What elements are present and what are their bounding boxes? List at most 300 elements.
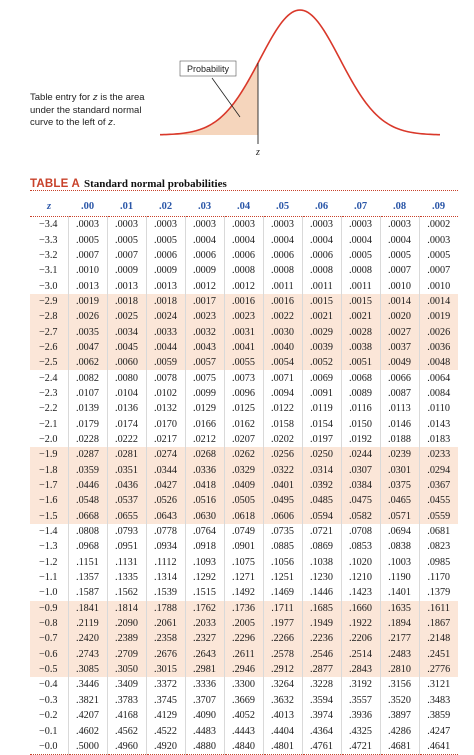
probability-cell: .1492 bbox=[224, 585, 263, 600]
probability-cell: .0143 bbox=[419, 416, 458, 431]
probability-cell: .4483 bbox=[185, 723, 224, 738]
probability-cell: .3632 bbox=[263, 693, 302, 708]
z-value-cell: −1.4 bbox=[39, 526, 58, 538]
probability-cell: .0030 bbox=[263, 324, 302, 339]
column-header: .07 bbox=[341, 196, 380, 217]
probability-cell: .1562 bbox=[107, 585, 146, 600]
z-value-cell: −0.6 bbox=[30, 647, 68, 662]
probability-cell: .0455 bbox=[419, 493, 458, 508]
probability-cell: .0594 bbox=[302, 509, 341, 524]
probability-cell: .1093 bbox=[185, 555, 224, 570]
probability-cell: .0344 bbox=[146, 463, 185, 478]
probability-cell: .4681 bbox=[380, 739, 419, 755]
probability-cell: .0075 bbox=[185, 370, 224, 385]
probability-cell: .0392 bbox=[302, 478, 341, 493]
table-row bbox=[30, 278, 458, 293]
table-row bbox=[30, 294, 458, 309]
z-value-cell: −1.5 bbox=[30, 509, 68, 524]
probability-cell: .0032 bbox=[185, 324, 224, 339]
z-value-cell: −2.9 bbox=[30, 294, 68, 309]
probability-cell: .0336 bbox=[185, 463, 224, 478]
probability-cell: .2296 bbox=[224, 631, 263, 646]
probability-cell: .1056 bbox=[263, 555, 302, 570]
normal-curve-figure bbox=[0, 0, 474, 172]
probability-cell: .2810 bbox=[380, 662, 419, 677]
probability-cell: .3372 bbox=[146, 677, 185, 692]
probability-cell: .0401 bbox=[263, 478, 302, 493]
probability-cell: .3300 bbox=[224, 677, 263, 692]
probability-cell: .0102 bbox=[146, 386, 185, 401]
z-value-cell: −0.1 bbox=[39, 725, 58, 737]
probability-cell: .2005 bbox=[224, 616, 263, 631]
probability-cell: .0005 bbox=[146, 232, 185, 247]
probability-cell: .0322 bbox=[263, 463, 302, 478]
z-value-cell: −2.7 bbox=[30, 324, 68, 339]
z-value-cell: −3.3 bbox=[39, 234, 58, 246]
probability-cell: .0015 bbox=[341, 294, 380, 309]
probability-cell: .1112 bbox=[146, 555, 185, 570]
probability-cell: .2676 bbox=[146, 647, 185, 662]
probability-cell: .0078 bbox=[146, 370, 185, 385]
probability-cell: .4562 bbox=[107, 723, 146, 738]
probability-cell: .0011 bbox=[302, 278, 341, 293]
probability-cell: .0013 bbox=[146, 278, 185, 293]
probability-cell: .0436 bbox=[107, 478, 146, 493]
probability-cell: .0158 bbox=[263, 416, 302, 431]
probability-cell: .0427 bbox=[146, 478, 185, 493]
probability-cell: .0045 bbox=[107, 340, 146, 355]
probability-cell: .0039 bbox=[302, 340, 341, 355]
probability-cell: .0179 bbox=[68, 416, 107, 431]
probability-cell: .0010 bbox=[68, 263, 107, 278]
table-row bbox=[30, 693, 458, 708]
probability-cell: .3336 bbox=[185, 677, 224, 692]
probability-cell: .1539 bbox=[146, 585, 185, 600]
probability-cell: .3669 bbox=[224, 693, 263, 708]
probability-cell: .0007 bbox=[68, 248, 107, 263]
probability-cell: .4052 bbox=[224, 708, 263, 723]
probability-cell: .0446 bbox=[68, 478, 107, 493]
probability-cell: .0055 bbox=[224, 355, 263, 370]
probability-cell: .2148 bbox=[419, 631, 458, 646]
probability-cell: .0174 bbox=[107, 416, 146, 431]
probability-cell: .1587 bbox=[68, 585, 107, 600]
z-value-cell: −0.3 bbox=[39, 694, 58, 706]
probability-cell: .0027 bbox=[380, 324, 419, 339]
probability-cell: .0040 bbox=[263, 340, 302, 355]
probability-cell: .0028 bbox=[341, 324, 380, 339]
probability-cell: .0019 bbox=[419, 309, 458, 324]
z-value-cell: −1.2 bbox=[39, 556, 58, 568]
probability-cell: .0004 bbox=[341, 232, 380, 247]
probability-cell: .1151 bbox=[68, 555, 107, 570]
probability-cell: .0003 bbox=[224, 217, 263, 233]
probability-cell: .0089 bbox=[341, 386, 380, 401]
probability-cell: .0009 bbox=[107, 263, 146, 278]
probability-cell: .0154 bbox=[302, 416, 341, 431]
probability-cell: .4207 bbox=[68, 708, 107, 723]
probability-cell: .0026 bbox=[419, 324, 458, 339]
probability-cell: .0262 bbox=[224, 447, 263, 462]
probability-cell: .0057 bbox=[185, 355, 224, 370]
probability-cell: .3483 bbox=[419, 693, 458, 708]
probability-cell: .1841 bbox=[68, 601, 107, 616]
probability-cell: .0125 bbox=[224, 401, 263, 416]
probability-cell: .0003 bbox=[263, 217, 302, 233]
probability-cell: .4129 bbox=[146, 708, 185, 723]
normal-curve-illustration bbox=[0, 0, 474, 172]
probability-cell: .4920 bbox=[146, 739, 185, 755]
probability-cell: .0132 bbox=[146, 401, 185, 416]
probability-cell: .3707 bbox=[185, 693, 224, 708]
probability-cell: .3557 bbox=[341, 693, 380, 708]
probability-cell: .3783 bbox=[107, 693, 146, 708]
probability-cell: .0233 bbox=[419, 447, 458, 462]
probability-cell: .0087 bbox=[380, 386, 419, 401]
table-row bbox=[30, 723, 458, 738]
probability-cell: .5000 bbox=[68, 739, 107, 755]
probability-cell: .4522 bbox=[146, 723, 185, 738]
probability-cell: .0918 bbox=[185, 539, 224, 554]
probability-cell: .0668 bbox=[68, 509, 107, 524]
probability-cell: .0019 bbox=[68, 294, 107, 309]
probability-cell: .0630 bbox=[185, 509, 224, 524]
probability-cell: .0073 bbox=[224, 370, 263, 385]
table-label: TABLE A bbox=[30, 178, 80, 190]
probability-cell: .1949 bbox=[302, 616, 341, 631]
probability-cell: .0026 bbox=[68, 309, 107, 324]
probability-cell: .3897 bbox=[380, 708, 419, 723]
probability-cell: .2451 bbox=[419, 647, 458, 662]
probability-cell: .0228 bbox=[68, 432, 107, 447]
z-axis-label: z bbox=[256, 147, 260, 158]
probability-cell: .0049 bbox=[380, 355, 419, 370]
z-value-cell: −2.8 bbox=[30, 309, 68, 324]
z-value-cell: −0.7 bbox=[30, 631, 68, 646]
probability-cell: .0052 bbox=[302, 355, 341, 370]
table-row bbox=[30, 463, 458, 478]
table-row bbox=[30, 585, 458, 600]
probability-cell: .0038 bbox=[341, 340, 380, 355]
z-value-cell: −0.8 bbox=[30, 616, 68, 631]
probability-cell: .0007 bbox=[419, 263, 458, 278]
probability-cell: .1271 bbox=[224, 570, 263, 585]
probability-cell: .2776 bbox=[419, 662, 458, 677]
probability-cell: .1335 bbox=[107, 570, 146, 585]
z-column-header: z bbox=[30, 196, 68, 217]
probability-cell: .0068 bbox=[341, 370, 380, 385]
probability-cell: .0010 bbox=[380, 278, 419, 293]
probability-cell: .1922 bbox=[341, 616, 380, 631]
probability-cell: .2709 bbox=[107, 647, 146, 662]
probability-cell: .0694 bbox=[380, 524, 419, 539]
probability-cell: .2912 bbox=[263, 662, 302, 677]
probability-cell: .0301 bbox=[380, 463, 419, 478]
probability-cell: .1170 bbox=[419, 570, 458, 585]
probability-cell: .4404 bbox=[263, 723, 302, 738]
probability-cell: .4960 bbox=[107, 739, 146, 755]
probability-cell: .0004 bbox=[263, 232, 302, 247]
probability-cell: .0003 bbox=[341, 217, 380, 233]
probability-cell: .2206 bbox=[341, 631, 380, 646]
probability-cell: .0008 bbox=[263, 263, 302, 278]
probability-cell: .0003 bbox=[107, 217, 146, 233]
table-row bbox=[30, 416, 458, 431]
probability-cell: .0749 bbox=[224, 524, 263, 539]
probability-cell: .0007 bbox=[380, 263, 419, 278]
probability-cell: .4443 bbox=[224, 723, 263, 738]
probability-cell: .0170 bbox=[146, 416, 185, 431]
probability-cell: .0217 bbox=[146, 432, 185, 447]
probability-cell: .0047 bbox=[68, 340, 107, 355]
probability-cell: .4840 bbox=[224, 739, 263, 755]
table-row bbox=[30, 248, 458, 263]
probability-cell: .1357 bbox=[68, 570, 107, 585]
probability-cell: .0080 bbox=[107, 370, 146, 385]
z-value-cell: −2.2 bbox=[39, 403, 58, 415]
probability-cell: .0003 bbox=[380, 217, 419, 233]
probability-cell: .0294 bbox=[419, 463, 458, 478]
probability-cell: .0197 bbox=[302, 432, 341, 447]
probability-cell: .0094 bbox=[263, 386, 302, 401]
probability-cell: .0162 bbox=[224, 416, 263, 431]
table-row bbox=[30, 509, 458, 524]
probability-cell: .0034 bbox=[107, 324, 146, 339]
table-row bbox=[30, 708, 458, 723]
probability-cell: .0375 bbox=[380, 478, 419, 493]
probability-cell: .0643 bbox=[146, 509, 185, 524]
probability-cell: .0041 bbox=[224, 340, 263, 355]
column-header: .01 bbox=[107, 196, 146, 217]
probability-cell: .0004 bbox=[380, 232, 419, 247]
probability-cell: .1131 bbox=[107, 555, 146, 570]
figure-caption: Table entry for z is the area under the standard normal curve to the left of z. bbox=[30, 92, 145, 128]
probability-cell: .0107 bbox=[68, 386, 107, 401]
probability-cell: .0010 bbox=[419, 278, 458, 293]
probability-cell: .3974 bbox=[302, 708, 341, 723]
z-value-cell: −2.1 bbox=[39, 418, 58, 430]
probability-pointer bbox=[212, 78, 240, 117]
probability-cell: .0084 bbox=[419, 386, 458, 401]
probability-cell: .2420 bbox=[68, 631, 107, 646]
probability-cell: .0985 bbox=[419, 555, 458, 570]
table-row bbox=[30, 217, 458, 233]
probability-cell: .0024 bbox=[146, 309, 185, 324]
probability-cell: .2236 bbox=[302, 631, 341, 646]
probability-cell: .0033 bbox=[146, 324, 185, 339]
probability-cell: .0150 bbox=[341, 416, 380, 431]
probability-cell: .0014 bbox=[419, 294, 458, 309]
probability-cell: .0023 bbox=[185, 309, 224, 324]
probability-cell: .1314 bbox=[146, 570, 185, 585]
probability-cell: .4602 bbox=[68, 723, 107, 738]
probability-cell: .0022 bbox=[263, 309, 302, 324]
probability-cell: .3821 bbox=[68, 693, 107, 708]
probability-cell: .1685 bbox=[302, 601, 341, 616]
probability-cell: .0002 bbox=[419, 217, 458, 233]
probability-cell: .3409 bbox=[107, 677, 146, 692]
column-header: .05 bbox=[263, 196, 302, 217]
probability-cell: .0212 bbox=[185, 432, 224, 447]
probability-cell: .3085 bbox=[68, 662, 107, 677]
probability-cell: .0066 bbox=[380, 370, 419, 385]
probability-cell: .1788 bbox=[146, 601, 185, 616]
probability-cell: .0069 bbox=[302, 370, 341, 385]
probability-cell: .2327 bbox=[185, 631, 224, 646]
probability-cell: .2358 bbox=[146, 631, 185, 646]
probability-cell: .3156 bbox=[380, 677, 419, 692]
probability-cell: .0037 bbox=[380, 340, 419, 355]
probability-cell: .3264 bbox=[263, 677, 302, 692]
probability-cell: .0018 bbox=[146, 294, 185, 309]
probability-cell: .0495 bbox=[263, 493, 302, 508]
probability-cell: .2177 bbox=[380, 631, 419, 646]
probability-cell: .1762 bbox=[185, 601, 224, 616]
table-row bbox=[30, 432, 458, 447]
probability-cell: .2266 bbox=[263, 631, 302, 646]
probability-cell: .0054 bbox=[263, 355, 302, 370]
column-header: .08 bbox=[380, 196, 419, 217]
probability-cell: .2090 bbox=[107, 616, 146, 631]
probability-cell: .0006 bbox=[146, 248, 185, 263]
probability-cell: .4168 bbox=[107, 708, 146, 723]
probability-cell: .0011 bbox=[341, 278, 380, 293]
probability-cell: .0166 bbox=[185, 416, 224, 431]
probability-cell: .1401 bbox=[380, 585, 419, 600]
probability-cell: .3936 bbox=[341, 708, 380, 723]
z-value-cell: −0.5 bbox=[30, 662, 68, 677]
probability-cell: .0018 bbox=[107, 294, 146, 309]
table-row bbox=[30, 447, 458, 462]
probability-cell: .0465 bbox=[380, 493, 419, 508]
table-row bbox=[30, 677, 458, 692]
table-row bbox=[30, 616, 458, 631]
column-header: .02 bbox=[146, 196, 185, 217]
probability-cell: .0048 bbox=[419, 355, 458, 370]
probability-cell: .4247 bbox=[419, 723, 458, 738]
probability-cell: .0004 bbox=[185, 232, 224, 247]
probability-cell: .0082 bbox=[68, 370, 107, 385]
probability-cell: .0005 bbox=[380, 248, 419, 263]
table-row bbox=[30, 355, 458, 370]
probability-cell: .0016 bbox=[224, 294, 263, 309]
z-value-cell: −1.9 bbox=[30, 447, 68, 462]
table-row bbox=[30, 539, 458, 554]
probability-cell: .0003 bbox=[185, 217, 224, 233]
z-value-cell: −0.2 bbox=[39, 710, 58, 722]
probability-cell: .0934 bbox=[146, 539, 185, 554]
probability-cell: .4325 bbox=[341, 723, 380, 738]
probability-cell: .2578 bbox=[263, 647, 302, 662]
probability-cell: .0005 bbox=[68, 232, 107, 247]
probability-cell: .1660 bbox=[341, 601, 380, 616]
table-row bbox=[30, 631, 458, 646]
table-row bbox=[30, 386, 458, 401]
probability-cell: .0012 bbox=[185, 278, 224, 293]
table-row bbox=[30, 324, 458, 339]
z-value-cell: −2.6 bbox=[30, 340, 68, 355]
probability-cell: .1446 bbox=[302, 585, 341, 600]
probability-cell: .0314 bbox=[302, 463, 341, 478]
probability-cell: .1190 bbox=[380, 570, 419, 585]
probability-cell: .0059 bbox=[146, 355, 185, 370]
z-value-cell: −2.3 bbox=[39, 387, 58, 399]
probability-cell: .0793 bbox=[107, 524, 146, 539]
probability-cell: .0122 bbox=[263, 401, 302, 416]
probability-cell: .0287 bbox=[68, 447, 107, 462]
table-row bbox=[30, 401, 458, 416]
table-header-row bbox=[30, 196, 458, 217]
probability-cell: .0119 bbox=[302, 401, 341, 416]
column-header: .03 bbox=[185, 196, 224, 217]
probability-cell: .0516 bbox=[185, 493, 224, 508]
z-value-cell: −0.0 bbox=[30, 739, 68, 755]
probability-cell: .0183 bbox=[419, 432, 458, 447]
probability-cell: .0006 bbox=[302, 248, 341, 263]
probability-cell: .0571 bbox=[380, 509, 419, 524]
probability-cell: .0012 bbox=[224, 278, 263, 293]
probability-cell: .3520 bbox=[380, 693, 419, 708]
probability-cell: .0968 bbox=[68, 539, 107, 554]
probability-cell: .0025 bbox=[107, 309, 146, 324]
z-value-cell: −0.9 bbox=[30, 601, 68, 616]
probability-cell: .0681 bbox=[419, 524, 458, 539]
probability-cell: .0136 bbox=[107, 401, 146, 416]
z-value-cell: −2.5 bbox=[30, 355, 68, 370]
probability-cell: .0256 bbox=[263, 447, 302, 462]
probability-cell: .0043 bbox=[185, 340, 224, 355]
table-body bbox=[30, 217, 458, 755]
probability-cell: .0526 bbox=[146, 493, 185, 508]
probability-cell: .4801 bbox=[263, 739, 302, 755]
probability-cell: .0008 bbox=[341, 263, 380, 278]
probability-cell: .0044 bbox=[146, 340, 185, 355]
probability-cell: .0113 bbox=[380, 401, 419, 416]
probability-cell: .0110 bbox=[419, 401, 458, 416]
probability-cell: .0409 bbox=[224, 478, 263, 493]
probability-cell: .0099 bbox=[185, 386, 224, 401]
probability-cell: .2981 bbox=[185, 662, 224, 677]
probability-cell: .0655 bbox=[107, 509, 146, 524]
probability-cell: .0505 bbox=[224, 493, 263, 508]
probability-cell: .2643 bbox=[185, 647, 224, 662]
probability-cell: .3192 bbox=[341, 677, 380, 692]
probability-cell: .2119 bbox=[68, 616, 107, 631]
probability-cell: .0146 bbox=[380, 416, 419, 431]
probability-cell: .4761 bbox=[302, 739, 341, 755]
z-value-cell: −2.4 bbox=[39, 372, 58, 384]
probability-cell: .0735 bbox=[263, 524, 302, 539]
probability-cell: .0051 bbox=[341, 355, 380, 370]
probability-cell: .0548 bbox=[68, 493, 107, 508]
z-value-cell: −3.2 bbox=[39, 249, 58, 261]
probability-cell: .0014 bbox=[380, 294, 419, 309]
probability-cell: .0329 bbox=[224, 463, 263, 478]
probability-cell: .4090 bbox=[185, 708, 224, 723]
probability-cell: .0351 bbox=[107, 463, 146, 478]
table-title-text: Standard normal probabilities bbox=[83, 178, 227, 190]
z-value-cell: −0.4 bbox=[39, 679, 58, 691]
probability-cell: .1635 bbox=[380, 601, 419, 616]
probability-cell: .0885 bbox=[263, 539, 302, 554]
probability-cell: .4880 bbox=[185, 739, 224, 755]
probability-cell: .1515 bbox=[185, 585, 224, 600]
probability-cell: .0808 bbox=[68, 524, 107, 539]
probability-cell: .0020 bbox=[380, 309, 419, 324]
probability-cell: .0011 bbox=[263, 278, 302, 293]
probability-cell: .0869 bbox=[302, 539, 341, 554]
z-value-cell: −1.8 bbox=[30, 463, 68, 478]
